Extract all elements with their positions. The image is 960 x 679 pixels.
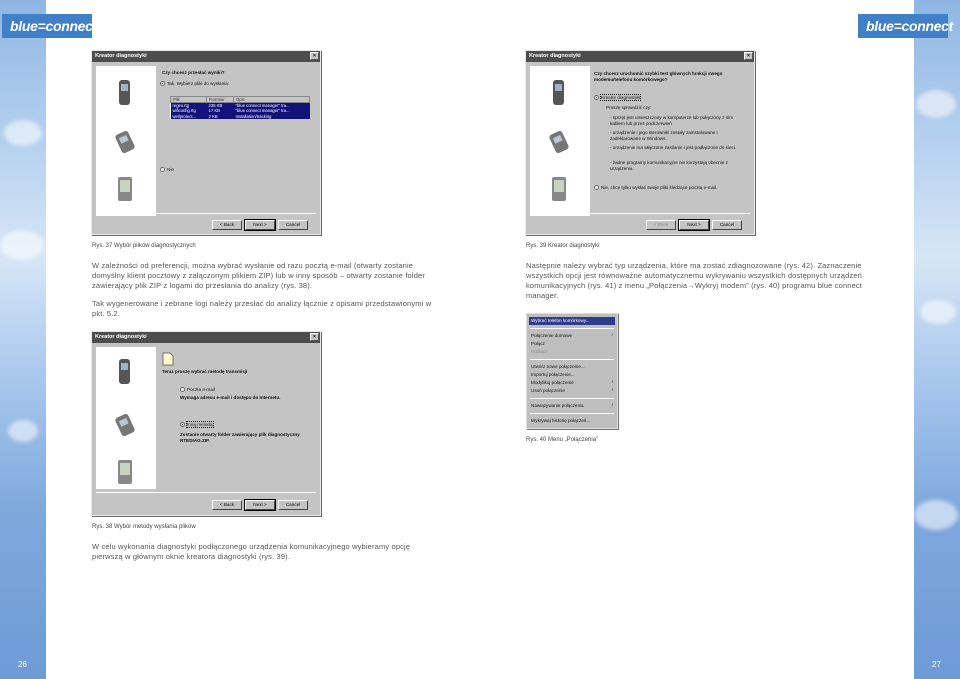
menu-item-disconnect[interactable]: Rozłącz <box>531 349 548 354</box>
option-wizard[interactable] <box>594 95 640 101</box>
option-yes[interactable] <box>160 81 229 87</box>
menu-separator <box>530 328 614 329</box>
submenu-arrow-icon: › <box>611 402 613 408</box>
submenu-arrow-icon: › <box>611 387 613 393</box>
cell: 17 KB <box>207 108 234 114</box>
cell: wificonfig.rtg <box>171 108 207 114</box>
dialog-fig37 <box>91 50 321 235</box>
caption-fig37: Rys. 37 Wybór plików diagnostycznych <box>92 243 196 249</box>
dialog-fig38 <box>91 331 321 516</box>
back-button[interactable]: < Back <box>212 500 242 510</box>
dialog-title: Kreator diagnostyki <box>95 334 147 340</box>
dialog-title: Kreator diagnostyki <box>95 53 147 59</box>
option-yes-label: Tak. Wybierz pliki do wysłania: <box>167 81 229 86</box>
pda-icon <box>548 174 570 204</box>
document-icon <box>162 352 174 366</box>
page-number-right: 27 <box>932 660 941 669</box>
cell: 2 KB <box>207 114 234 120</box>
phones-panel <box>530 66 590 216</box>
caption-fig38: Rys. 38 Wybór metody wysłania plików <box>92 524 196 530</box>
radio-icon[interactable] <box>180 387 185 392</box>
menu-item-new-connection[interactable]: Utwórz nowe połączenie... <box>531 364 585 369</box>
radio-icon[interactable] <box>180 422 185 427</box>
submenu-arrow-icon: › <box>611 379 613 385</box>
wizard-buttons <box>212 500 308 510</box>
next-button[interactable]: Next > <box>245 220 275 230</box>
menu-separator <box>530 413 614 414</box>
right-paragraph-1: Następnie należy wybrać typ urządzenia, które ma zostać zdiagnozowane (rys. 42). Zaznaczenie wszystkich opcji jest równoważne automatycznemu wykrywaniu wszystkich dostępnych urządzeń komunikacyjnych (rys. 41) z menu „Połączenia→Wykryj modem” (rys. 40) programu blue connect manager. <box>526 261 863 300</box>
left-paragraph-2: Tak wygenerowane i zebrane logi należy przesłać do analizy łącznie z opisami przedstawionymi w pkt. 5.2. <box>92 299 432 318</box>
menu-separator <box>530 398 614 399</box>
left-sky-strip <box>0 0 46 679</box>
menu-item-select-phone[interactable]: Wybrać telefon komórkowy... <box>531 318 590 323</box>
divider <box>96 492 316 493</box>
option-no-label: Nie, chcę tylko wysłać swoje pliki śledzące pocztą e-mail. <box>601 185 718 190</box>
check-item: - sprzęt jest umieszczony w komputerze lub połączony z nim kablem lub przez podczerwień <box>610 115 734 126</box>
dialog-fig39 <box>525 50 755 235</box>
dialog-question: Czy chcesz uruchomić szybki test głównych funkcji swego modemu/telefonu komórkowego? <box>594 71 723 82</box>
option-no[interactable] <box>594 185 744 191</box>
flip-phone-icon <box>114 126 136 156</box>
table-row[interactable] <box>171 108 310 114</box>
table-row[interactable] <box>171 114 310 120</box>
connections-menu <box>526 313 618 429</box>
page-number-left: 26 <box>18 660 27 669</box>
option-email-desc: Wymaga adresu e-mail i dostępu do Internetu. <box>180 395 281 400</box>
cancel-button[interactable]: Cancel <box>278 220 308 230</box>
cell: Installation/tracking <box>234 114 310 120</box>
check-item: - urządzenie i jego sterowniki zostały zainstalowane i zadeklarowane w Windows. <box>610 130 718 141</box>
divider <box>96 213 316 214</box>
option-other[interactable] <box>180 422 213 428</box>
menu-item-connect[interactable]: Połącz <box>531 341 545 346</box>
divider <box>530 213 750 214</box>
menu-item-delete-connection[interactable]: Usuń połączenie <box>531 388 565 393</box>
dialog-titlebar <box>526 51 754 62</box>
radio-icon[interactable] <box>594 185 599 190</box>
menu-item-modify-connection[interactable]: Modyfikuj połączenie <box>531 380 574 385</box>
flip-phone-icon <box>548 126 570 156</box>
close-icon[interactable]: × <box>310 52 319 60</box>
close-icon[interactable]: × <box>744 52 753 60</box>
radio-icon[interactable] <box>160 81 165 86</box>
radio-icon[interactable] <box>160 167 165 172</box>
cancel-button[interactable]: Cancel <box>712 220 742 230</box>
wizard-buttons <box>646 220 742 230</box>
close-icon[interactable]: × <box>310 333 319 341</box>
mobile-phone-icon <box>114 78 136 108</box>
mobile-phone-icon <box>548 78 570 108</box>
option-other-label: Inną metodą <box>187 422 213 427</box>
next-button[interactable]: Next > <box>679 220 709 230</box>
menu-item-connection-history[interactable]: Wykrywaj historię połączeń... <box>531 418 591 423</box>
right-sky-strip <box>914 0 960 679</box>
menu-separator <box>530 359 614 360</box>
brand-logo-right: blue=connect <box>858 14 948 38</box>
option-no-label: Nie <box>167 167 174 172</box>
next-button[interactable]: Next > <box>245 500 275 510</box>
dialog-titlebar <box>92 332 320 343</box>
dialog-question: Czy chcesz przesłać wyniki? <box>162 70 225 75</box>
left-paragraph-3: W celu wykonania diagnostyki podłączonego urządzenia komunikacyjnego wybieramy opcję pierwszą w głównym oknie kreatora diagnostyki (rys. 39). <box>92 542 411 561</box>
flip-phone-icon <box>114 409 136 439</box>
files-table <box>170 96 310 119</box>
submenu-arrow-icon: › <box>611 332 613 338</box>
check-item: - urządzenie ma włączone zasilanie i jest podłączone do sieci. <box>610 145 737 150</box>
phones-panel <box>96 347 156 489</box>
option-email-label: Poczta e-mail <box>187 387 215 392</box>
menu-item-home-connection[interactable]: Połączenie domowe <box>531 333 573 338</box>
menu-item-import-connection[interactable]: Importuj połączenie... <box>531 372 575 377</box>
menu-item-establishing-connection[interactable]: Nawiązywanie połączenia <box>531 403 584 408</box>
check-item: - żadne programy komunikacyjne nie korzystają obecnie z urządzenia. <box>610 160 728 171</box>
back-button[interactable]: < Back <box>646 220 676 230</box>
col-size[interactable]: Rozmiar <box>207 97 234 103</box>
caption-fig40: Rys. 40 Menu „Połączenia” <box>526 437 599 443</box>
pda-icon <box>114 174 136 204</box>
caption-fig39: Rys. 39 Kreator diagnostyki <box>526 243 600 249</box>
phones-panel <box>96 66 156 216</box>
option-other-desc: Zostanie otwarty folder zawierający plik diagnostyczny RTEDIAG.ZIP. <box>180 432 300 443</box>
col-desc[interactable]: Opis <box>234 97 310 103</box>
option-no[interactable] <box>160 167 174 173</box>
pda-icon <box>114 457 136 487</box>
wizard-buttons <box>212 220 308 230</box>
option-wizard-label: Kreator diagnostyki <box>601 95 641 100</box>
cell: "blue connect manager" tra... <box>234 108 310 114</box>
brand-logo-left: blue=connect <box>2 14 92 38</box>
cell: regex.rtg <box>171 103 207 109</box>
dialog-titlebar <box>92 51 320 62</box>
cell: "blue connect manager" tra... <box>234 103 310 109</box>
dialog-question: Teraz proszę wybrać metodę transmisji <box>162 369 248 374</box>
col-file[interactable]: Plik <box>171 97 207 103</box>
check-title: Proszę sprawdzić czy: <box>606 105 652 110</box>
cell: wellprotect... <box>171 114 207 120</box>
cell: 235 KB <box>207 103 234 109</box>
back-button[interactable]: < Back <box>212 220 242 230</box>
option-email[interactable] <box>180 387 215 393</box>
cancel-button[interactable]: Cancel <box>278 500 308 510</box>
mobile-phone-icon <box>114 357 136 387</box>
radio-icon[interactable] <box>594 95 599 100</box>
left-paragraph-1: W zależności od preferencji, można wybrać wysłanie od razu pocztą e-mail (otwarty zostanie domyślny klient pocztowy z załączonym plikiem ZIP) lub w inny sposób – otwarty zostanie folder zawierający plik ZIP z logami do przesłania do analizy (rys. 38). <box>92 261 425 290</box>
dialog-title: Kreator diagnostyki <box>529 53 581 59</box>
